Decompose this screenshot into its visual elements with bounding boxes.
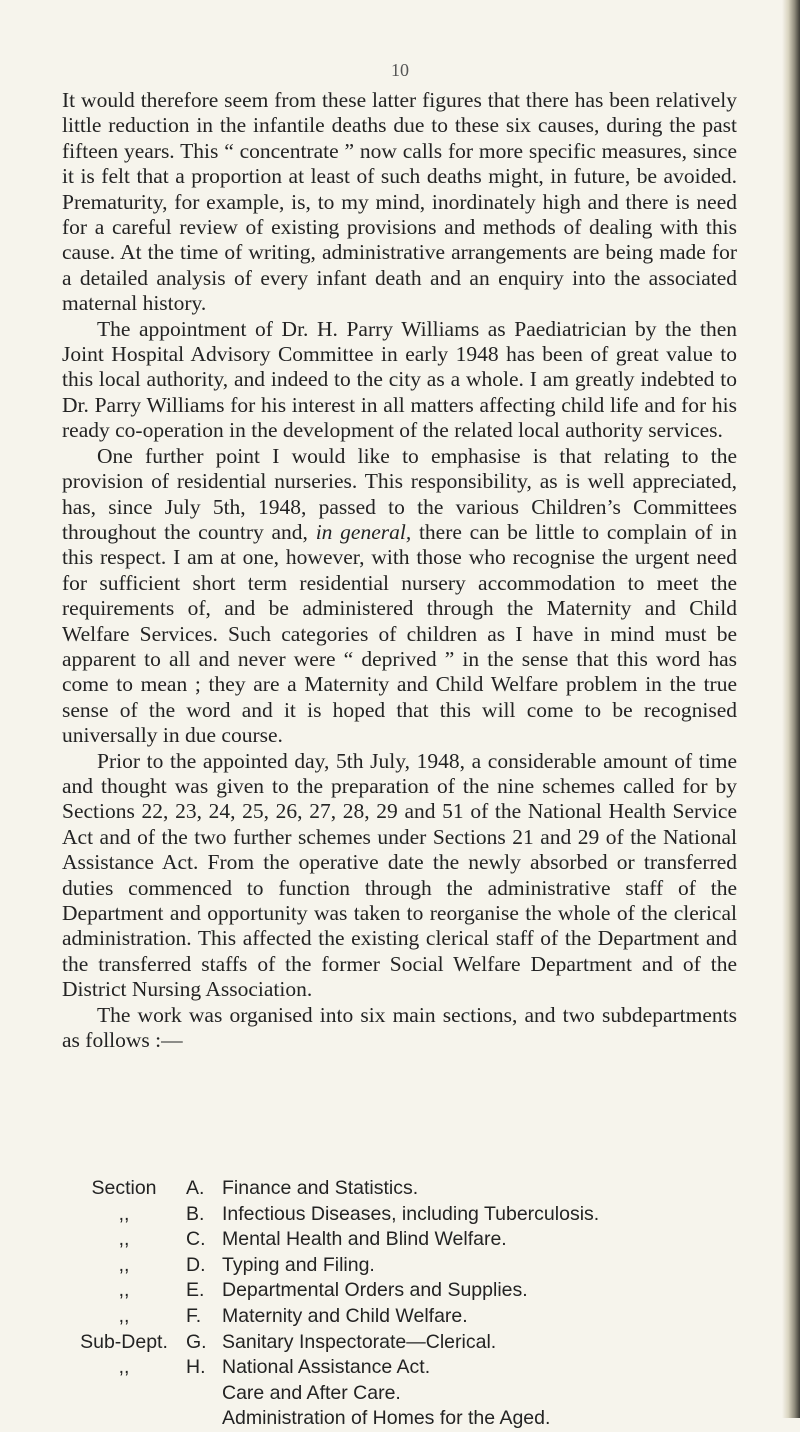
section-title: Administration of Homes for the Aged.	[222, 1407, 551, 1430]
section-letter: E.	[186, 1279, 205, 1302]
section-label: ,,	[118, 1356, 130, 1379]
section-title: Maternity and Child Welfare.	[222, 1304, 468, 1327]
section-title: Mental Health and Blind Welfare.	[222, 1228, 507, 1251]
section-row	[62, 1278, 742, 1304]
sections-list	[62, 1176, 742, 1432]
section-row	[62, 1330, 742, 1356]
section-title: National Assistance Act.	[222, 1356, 431, 1379]
section-label: Section	[91, 1177, 157, 1199]
section-row	[62, 1304, 742, 1330]
section-row	[62, 1176, 742, 1202]
section-title: Care and After Care.	[222, 1381, 401, 1404]
section-label: Sub-Dept.	[80, 1330, 168, 1353]
section-letter: G.	[186, 1330, 207, 1353]
section-title: Departmental Orders and Supplies.	[222, 1279, 528, 1302]
section-label: ,,	[118, 1279, 130, 1302]
section-letter: A.	[186, 1177, 205, 1199]
nurseries-text-part-1: One further point I would like to emphasise is that relating to the provision of residential nurseries. This responsibility, as is well appreciated, has, since July 5th, 1948, passed to the various Children’s Committees throughout the country and,	[62, 443, 737, 544]
section-letter: B.	[186, 1202, 205, 1225]
paragraph-paediatrician: The appointment of Dr. H. Parry Williams as Paediatrician by the then Joint Hospital Advisory Committee in early 1948 has been of great value to this local authority, and indeed to the city as a whole. I am greatly indebted to Dr. Parry Williams for his interest in all matters affecting child life and for his ready co-operation in the development of the related local authority services.	[62, 316, 737, 443]
section-row	[62, 1253, 742, 1279]
section-letter: H.	[186, 1356, 206, 1379]
section-letter: F.	[186, 1304, 202, 1327]
page-binding-edge	[782, 0, 800, 1418]
section-row	[62, 1227, 742, 1253]
section-letter: D.	[186, 1253, 206, 1276]
section-row	[62, 1381, 742, 1407]
section-row	[62, 1202, 742, 1228]
section-title: Infectious Diseases, including Tuberculosis.	[222, 1202, 600, 1225]
section-letter	[186, 1406, 222, 1432]
section-label: ,,	[118, 1202, 130, 1225]
section-title: Sanitary Inspectorate—Clerical.	[222, 1330, 497, 1353]
section-letter	[186, 1381, 222, 1407]
section-label	[62, 1381, 186, 1407]
paragraph-residential-nurseries	[62, 444, 737, 749]
paragraph-appointed-day: Prior to the appointed day, 5th July, 1948, a considerable amount of time and thought was given to the preparation of the nine schemes called for by Sections 22, 23, 24, 25, 26, 27, 28, 29 and 51 of the National Health Service Act and of the two further schemes under Sections 21 and 29 of the National Assistance Act. From the operative date the newly absorbed or transferred duties commenced to function through the administrative staff of the Department and opportunity was taken to reorganise the whole of the clerical administration. This affected the existing clerical staff of the Department and the transferred staffs of the former Social Welfare Department and of the District Nursing Association.	[62, 748, 737, 1002]
paragraph-infant-deaths: It would therefore seem from these latter figures that there has been relatively little reduction in the infantile deaths due to these six causes, during the past fifteen years. This “ concentrate ” now calls for more specific measures, since it is felt that a proportion at least of such deaths might, in future, be avoided. Prematurity, for example, is, to my mind, inordinately high and there is need for a careful review of existing provisions and methods of dealing with this cause. At the time of writing, administrative arrangements are being made for a detailed analysis of every infant death and an enquiry into the associated maternal history.	[62, 88, 737, 316]
section-label	[62, 1406, 186, 1432]
body-text	[62, 88, 737, 1053]
nurseries-text-part-2: there can be little to complain of in this respect. I am at one, however, with those who recognise the urgent need for sufficient short term residential nursery accommodation to meet the requirements of, and be administered through the Maternity and Child Welfare Services. Such categories of children as I have in mind must be apparent to all and never were “ deprived ” in the sense that this word has come to mean ; they are a Maternity and Child Welfare problem in the true sense of the word and it is hoped that this will come to be recognised universally in due course.	[62, 519, 738, 748]
section-row	[62, 1355, 742, 1381]
page-number: 10	[391, 60, 409, 80]
section-row	[62, 1406, 742, 1432]
section-title: Finance and Statistics.	[222, 1177, 419, 1199]
paragraph-organisation: The work was organised into six main sections, and two subdepartments as follows :—	[62, 1002, 737, 1053]
section-letter: C.	[186, 1228, 206, 1251]
section-label: ,,	[118, 1304, 130, 1327]
section-title: Typing and Filing.	[222, 1253, 375, 1276]
section-label: ,,	[118, 1228, 130, 1251]
nurseries-emphasis: in general,	[315, 519, 412, 544]
section-label: ,,	[118, 1253, 130, 1276]
